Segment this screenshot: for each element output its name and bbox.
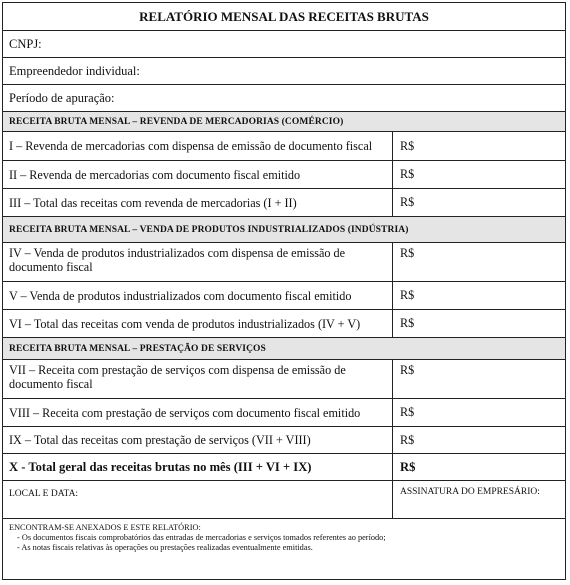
amount-field[interactable]: R$: [400, 167, 415, 181]
row-label: IX – Total das receitas com prestação de serviços (VII + VIII): [3, 427, 393, 453]
table-row: [3, 282, 565, 310]
table-row: [3, 427, 565, 454]
note-item: - Os documentos fiscais comprobatórios das entradas de mercadorias e serviços tomados referentes ao período;: [17, 533, 386, 542]
table-row: [3, 310, 565, 338]
total-amount-field[interactable]: R$: [400, 459, 416, 474]
amount-field[interactable]: R$: [400, 195, 415, 209]
table-row: [3, 243, 565, 282]
period-field[interactable]: Período de apuração:: [3, 85, 565, 112]
amount-field[interactable]: R$: [400, 432, 415, 447]
cnpj-field[interactable]: CNPJ:: [3, 31, 565, 58]
row-label: I – Revenda de mercadorias com dispensa de emissão de documento fiscal: [3, 132, 393, 160]
entrepreneur-field[interactable]: Empreendedor individual:: [3, 58, 565, 85]
row-label: III – Total das receitas com revenda de mercadorias (I + II): [3, 189, 393, 216]
row-label: IV – Venda de produtos industrializados com dispensa de emissão de documento fiscal: [3, 243, 393, 281]
row-label: VIII – Receita com prestação de serviços com documento fiscal emitido: [3, 399, 393, 426]
amount-field[interactable]: R$: [400, 288, 415, 302]
total-row: [3, 454, 565, 481]
signature-field[interactable]: ASSINATURA DO EMPRESÁRIO:: [400, 487, 540, 497]
amount-field[interactable]: R$: [400, 246, 415, 260]
table-row: [3, 189, 565, 217]
report-title: RELATÓRIO MENSAL DAS RECEITAS BRUTAS: [3, 3, 565, 31]
section-header-services: RECEITA BRUTA MENSAL – PRESTAÇÃO DE SERVIÇOS: [3, 338, 565, 360]
table-row: [3, 161, 565, 189]
section-header-industry: RECEITA BRUTA MENSAL – VENDA DE PRODUTOS INDUSTRIALIZADOS (INDÚSTRIA): [3, 217, 565, 243]
signature-row: [3, 481, 565, 519]
table-row: [3, 132, 565, 161]
row-label: II – Revenda de mercadorias com documento fiscal emitido: [3, 161, 393, 188]
row-label: VI – Total das receitas com venda de produtos industrializados (IV + V): [3, 310, 393, 337]
note-item: - As notas fiscais relativas às operações ou prestações realizadas eventualmente emitidas.: [17, 543, 313, 552]
row-label: V – Venda de produtos industrializados com documento fiscal emitido: [3, 282, 393, 309]
amount-field[interactable]: R$: [400, 316, 415, 330]
attachments-notes: [3, 519, 565, 579]
table-row: [3, 399, 565, 427]
amount-field[interactable]: R$: [400, 138, 415, 153]
row-label: VII – Receita com prestação de serviços com dispensa de emissão de documento fiscal: [3, 360, 393, 398]
total-label: X - Total geral das receitas brutas no mês (III + VI + IX): [3, 454, 393, 480]
notes-heading: ENCONTRAM-SE ANEXADOS E ESTE RELATÓRIO:: [9, 523, 201, 532]
table-row: [3, 360, 565, 399]
revenue-report-form: [2, 2, 566, 580]
section-header-commerce: RECEITA BRUTA MENSAL – REVENDA DE MERCADORIAS (COMÉRCIO): [3, 112, 565, 132]
local-date-field[interactable]: LOCAL E DATA:: [3, 481, 393, 518]
amount-field[interactable]: R$: [400, 363, 415, 377]
amount-field[interactable]: R$: [400, 405, 415, 419]
